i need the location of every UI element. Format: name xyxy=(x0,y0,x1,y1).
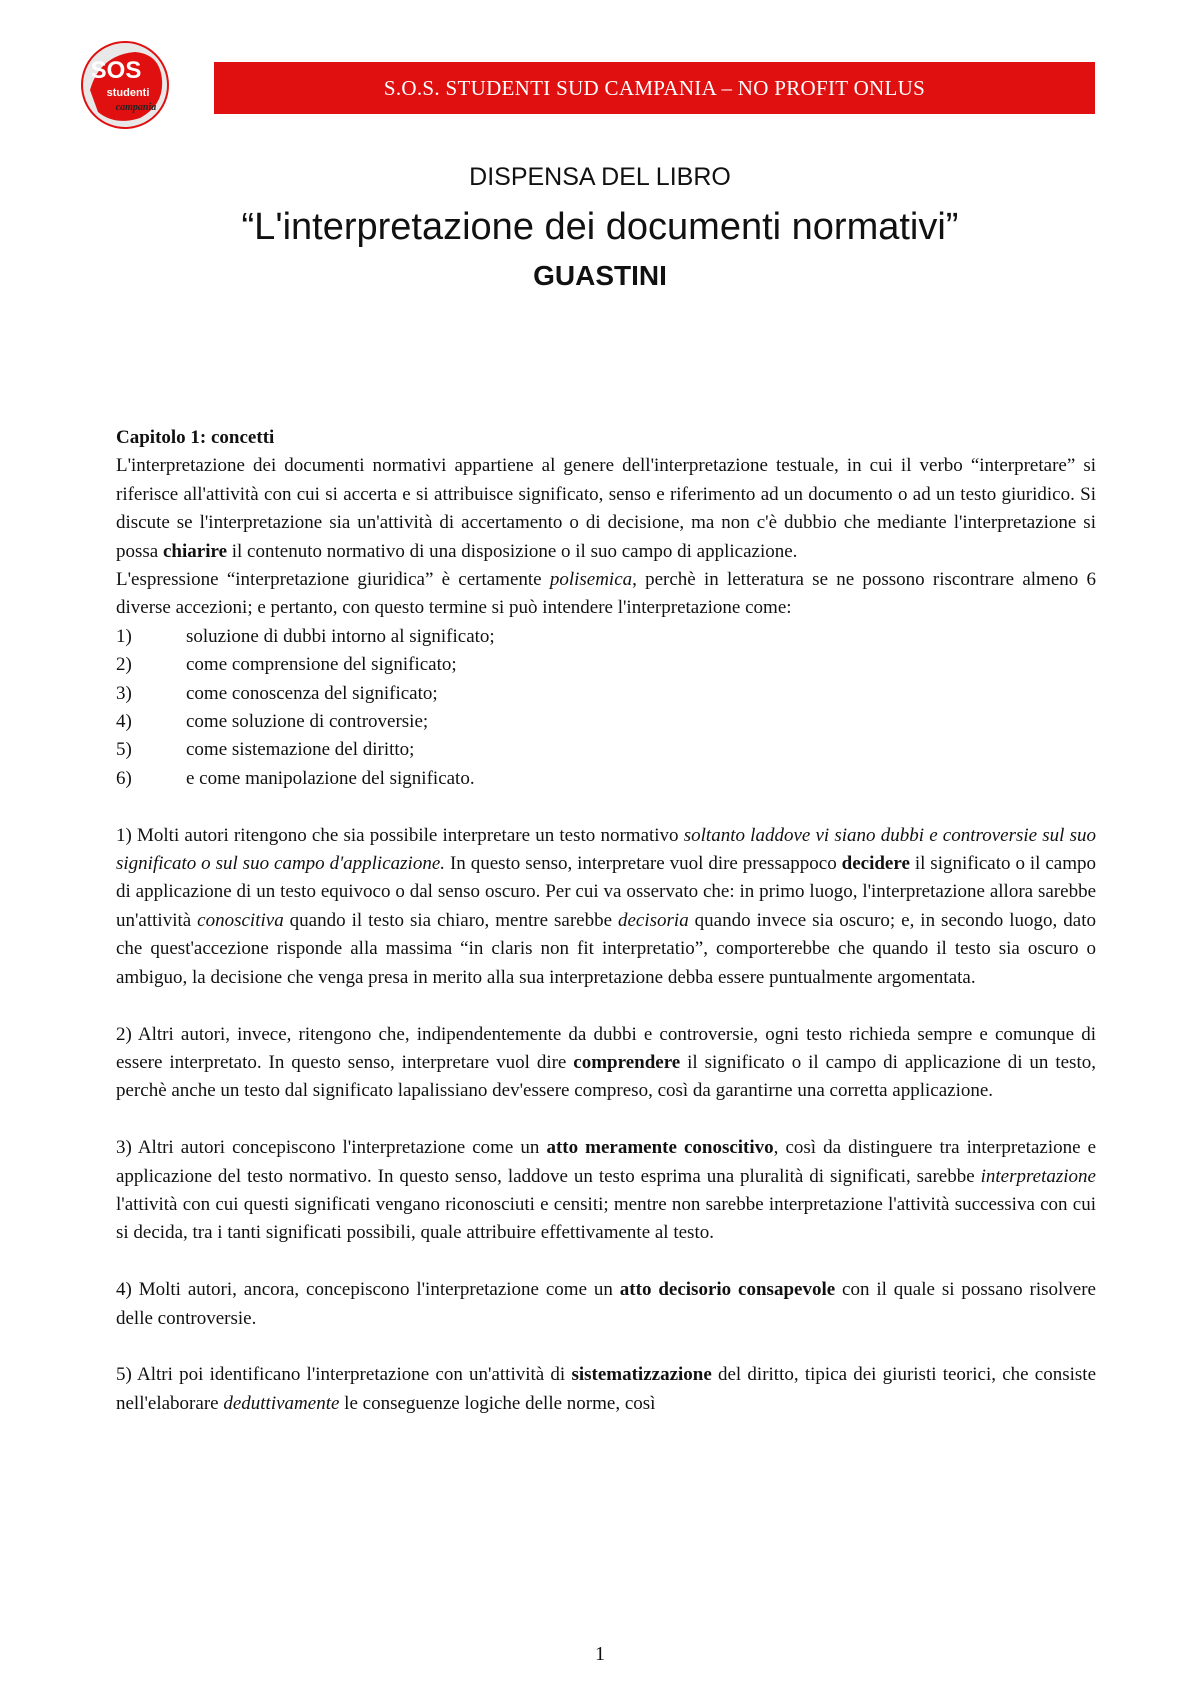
org-header-bar xyxy=(214,62,1095,114)
logo-text-studenti: studenti xyxy=(106,87,150,99)
list-text: come conoscenza del significato; xyxy=(186,682,438,704)
text-run-italic: interpretazione xyxy=(980,1165,1096,1187)
text-run: , così da distinguere tra interpretazione e applicazione del testo normativo. In questo senso, laddove un testo esprima una pluralità di significati, sarebbe xyxy=(116,1137,1097,1187)
list-number: 6) xyxy=(116,767,132,789)
text-run: 2) Altri autori, invece, ritengono che, indipendentemente da dubbi e controversie, ogni testo richieda sempre e comunque di essere interpretato. In questo senso, interpretare vuol dire xyxy=(116,1023,1096,1073)
text-run: del diritto, tipica dei giuristi teorici, che consiste nell'elaborare xyxy=(116,1364,1097,1414)
chapter-heading: Capitolo 1: concetti xyxy=(116,427,275,448)
paragraph-section-5 xyxy=(116,1361,1096,1418)
text-run-italic: conoscitiva xyxy=(197,909,284,931)
text-run: 1) Molti autori ritengono che sia possibile interpretare un testo normativo xyxy=(116,824,684,846)
paragraph-section-4 xyxy=(116,1276,1096,1333)
text-run: con il quale si possano risolvere delle controversie. xyxy=(116,1279,1096,1329)
list-item xyxy=(116,651,1096,679)
text-run-italic: soltanto laddove vi siano dubbi e controversie sul suo significato o sul suo campo d'applicazione. xyxy=(116,824,1096,875)
text-run: quando invece sia oscuro; e, in secondo luogo, dato che quest'accezione risponde alla massima “in claris non fit interpretatio”, comporterebbe che quando il testo sia oscuro o ambiguo, la decisione che venga presa in merito alla sua interpretazione debba essere puntualmente argomentata. xyxy=(116,909,1096,988)
text-run: L'espressione “interpretazione giuridica” è certamente xyxy=(116,569,550,591)
doc-title: “L'interpretazione dei documenti normativi” xyxy=(241,206,959,248)
text-run-italic: decisoria xyxy=(617,909,689,931)
text-run-bold: chiarire xyxy=(162,540,227,562)
paragraph-polisemica xyxy=(116,566,1096,623)
text-run-bold: sistematizzazione xyxy=(571,1364,712,1386)
list-item xyxy=(116,765,1096,793)
text-run: 3) Altri autori concepiscono l'interpretazione come un xyxy=(116,1137,547,1159)
logo-text-sos: SOS xyxy=(90,57,142,84)
text-run: quando il testo sia chiaro, mentre sarebbe xyxy=(283,909,618,931)
list-item xyxy=(116,736,1096,764)
list-text: soluzione di dubbi intorno al significato; xyxy=(186,625,495,647)
paragraph-section-3 xyxy=(116,1134,1096,1248)
paragraph-intro xyxy=(116,452,1096,566)
text-run: 5) Altri poi identificano l'interpretazione con un'attività di xyxy=(116,1364,572,1386)
list-number: 2) xyxy=(116,654,132,676)
text-run-italic: deduttivamente xyxy=(223,1392,340,1414)
list-item xyxy=(116,680,1096,708)
text-run-bold: comprendere xyxy=(573,1051,681,1073)
text-run: le conseguenze logiche delle norme, così xyxy=(339,1392,656,1414)
meanings-list xyxy=(116,623,1096,793)
paragraph-section-1 xyxy=(116,822,1096,992)
org-label: S.O.S. STUDENTI SUD CAMPANIA – NO PROFIT ONLUS xyxy=(383,75,926,100)
doc-subtitle: DISPENSA DEL LIBRO xyxy=(469,163,731,191)
sos-logo-graphic xyxy=(80,40,170,130)
list-item xyxy=(116,708,1096,736)
paragraph-section-2 xyxy=(116,1021,1096,1106)
list-text: come sistemazione del diritto; xyxy=(186,739,415,761)
text-run: l'attività con cui questi significati vengano riconosciuti e censiti; mentre non sarebbe interpretazione l'attività successiva con cui si decida, tra i tanti significati possibili, quale attribuire effettivamente al testo. xyxy=(116,1193,1096,1244)
list-number: 1) xyxy=(116,625,132,647)
sos-logo xyxy=(80,40,170,130)
list-item xyxy=(116,623,1096,651)
text-run-bold: atto decisorio consapevole xyxy=(619,1279,836,1301)
text-run-bold: decidere xyxy=(841,853,910,875)
logo-text-campania: campania xyxy=(115,102,157,113)
list-number: 3) xyxy=(116,682,132,704)
text-run: il significato o il campo di applicazione di un testo equivoco o dal senso oscuro. Per cui va osservato che: in primo luogo, l'interpretazione allora sarebbe un'attività xyxy=(116,853,1097,931)
text-run-bold: atto meramente conoscitivo xyxy=(546,1137,774,1159)
list-text: come comprensione del significato; xyxy=(186,654,457,676)
text-run: il contenuto normativo di una disposizione o il suo campo di applicazione. xyxy=(227,540,798,562)
doc-author: GUASTINI xyxy=(533,260,667,291)
text-run: In questo senso, interpretare vuol dire pressappoco xyxy=(445,853,842,875)
page-number: 1 xyxy=(595,1643,605,1665)
text-run: , perchè in letteratura se ne possono riscontrare almeno 6 diverse accezioni; e pertanto, con questo termine si può intendere l'interpretazione come: xyxy=(116,569,1096,619)
list-number: 4) xyxy=(116,711,132,733)
list-number: 5) xyxy=(116,739,132,761)
document-body xyxy=(116,424,1096,1418)
text-run-italic: polisemica xyxy=(549,569,633,591)
text-run: il significato o il campo di applicazione di un testo, perchè anche un testo dal significato lapalissiano dev'essere compreso, così da garantirne una corretta applicazione. xyxy=(116,1051,1096,1102)
text-run: 4) Molti autori, ancora, concepiscono l'interpretazione come un xyxy=(116,1279,620,1301)
text-run: L'interpretazione dei documenti normativi appartiene al genere dell'interpretazione testuale, in cui il verbo “interpretare” si riferisce all'attività con cui si accerta e si attribuisce significato, senso e riferimento ad un documento o ad un testo giuridico. Si discute se l'interpretazione sia un'attività di accertamento o di decisione, ma non c'è dubbio che mediante l'interpretazione si possa xyxy=(116,455,1096,562)
list-text: e come manipolazione del significato. xyxy=(186,767,475,789)
list-text: come soluzione di controversie; xyxy=(186,711,429,733)
